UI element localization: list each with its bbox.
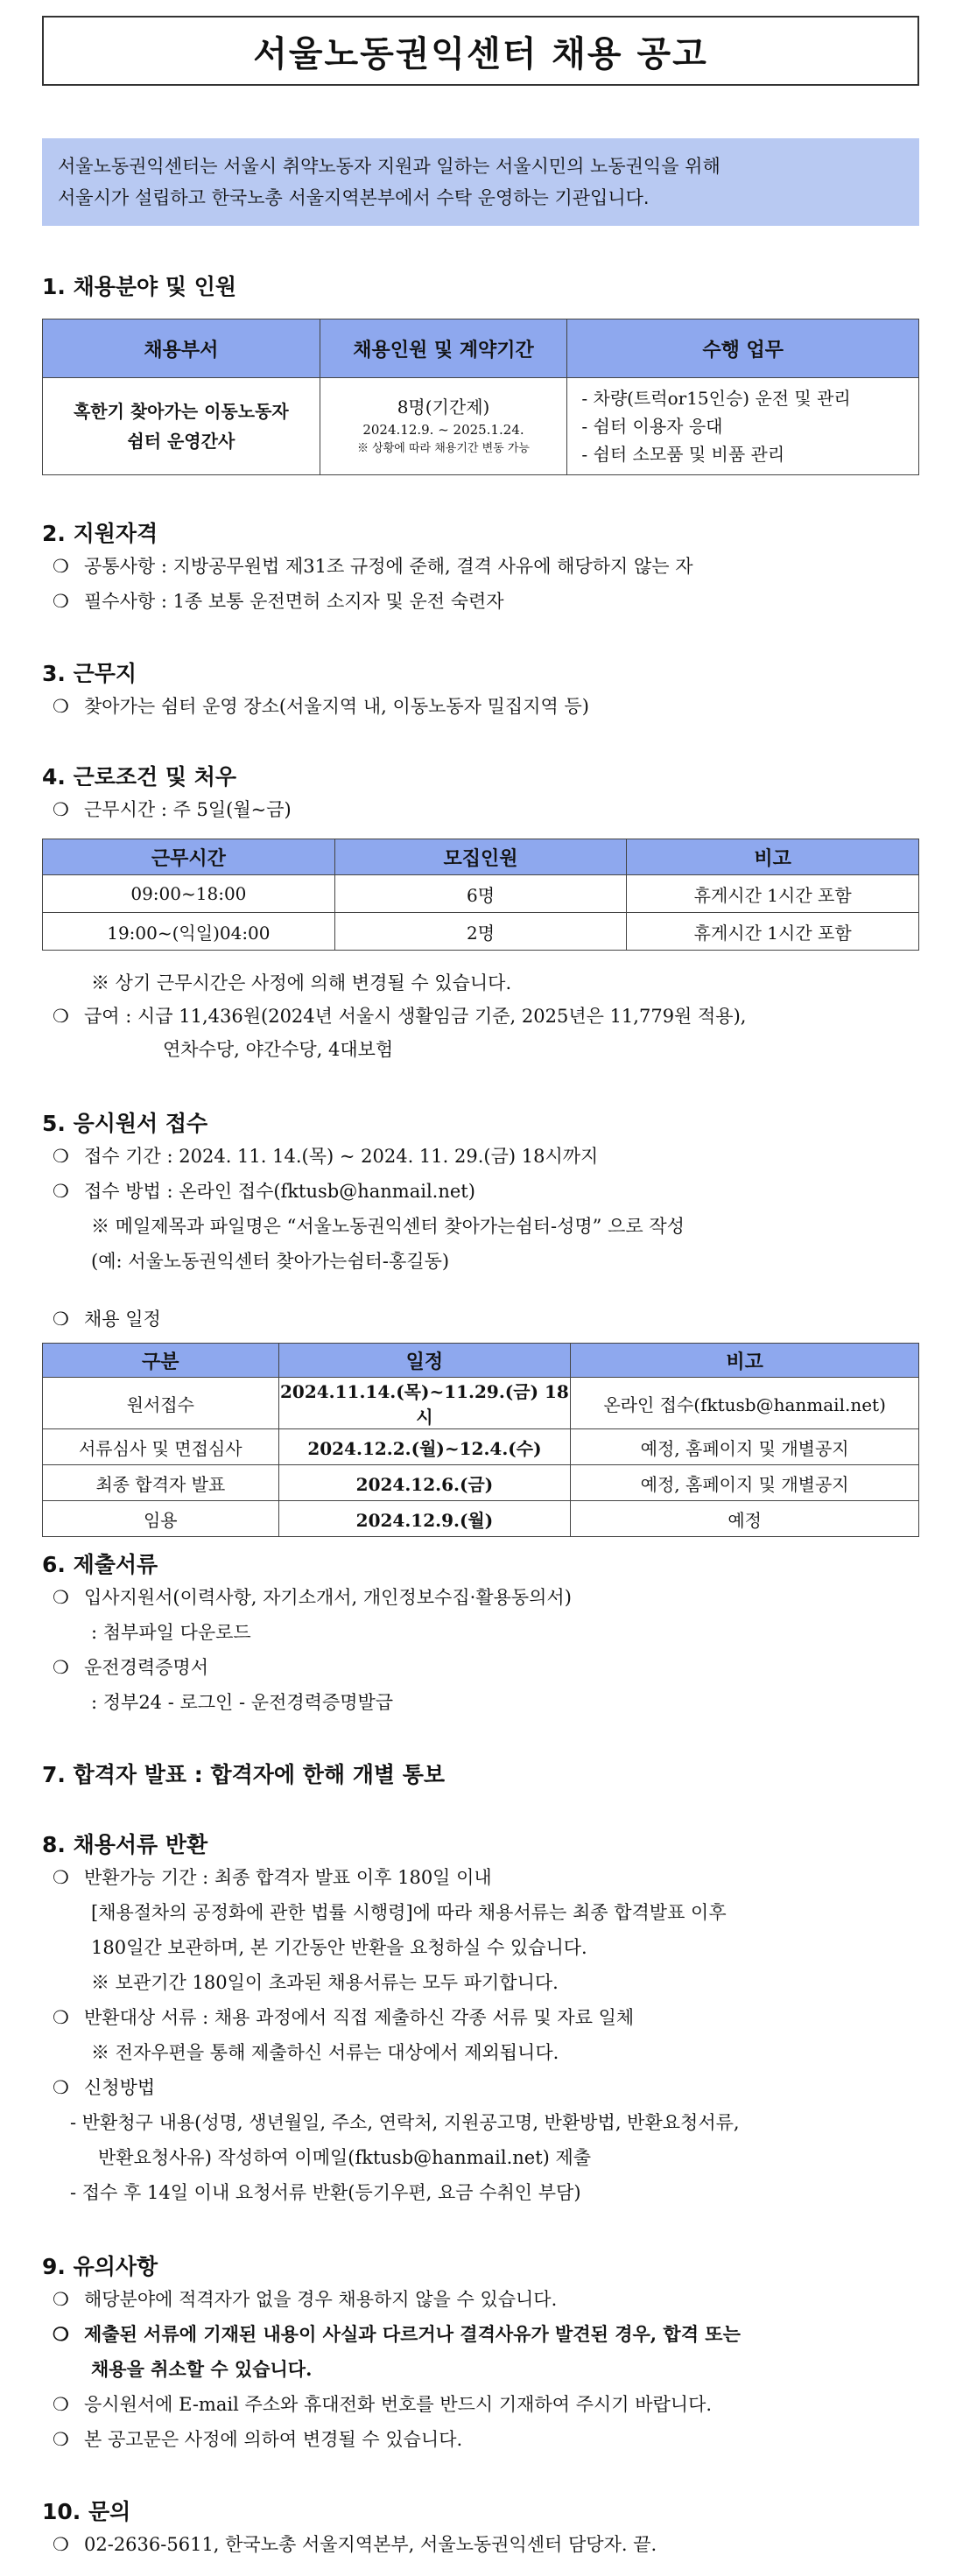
section-heading: 8. 채용서류 반환	[42, 1832, 208, 1857]
table-header-row	[43, 1344, 919, 1378]
return-note: ※ 전자우편을 통해 제출하신 서류는 대상에서 제외됩니다.	[91, 2042, 559, 2063]
section-heading: 5. 응시원서 접수	[42, 1111, 208, 1136]
notice-item: ❍ 본 공고문은 사정에 의하여 변경될 수 있습니다.	[53, 2426, 462, 2453]
table-cell: 2명	[334, 913, 627, 951]
table-row	[43, 378, 919, 475]
duties-cell	[567, 378, 919, 475]
pay-item: ❍ 급여 : 시급 11,436원(2024년 서울시 생활임금 기준, 2025년은 11,779원 적용),	[53, 1003, 746, 1029]
schedule-table	[42, 1343, 919, 1537]
table-header: 모집인원	[334, 839, 627, 875]
table-cell: 2024.11.14.(목)~11.29.(금) 18시	[278, 1378, 571, 1429]
section-heading: 9. 유의사항	[42, 2254, 158, 2279]
table-header: 채용인원 및 계약기간	[320, 319, 567, 378]
table-header-row	[43, 319, 919, 378]
work-hours-item: ❍ 근무시간 : 주 5일(월~금)	[53, 797, 292, 823]
dept-cell	[43, 378, 320, 475]
return-item: ❍ 반환가능 기간 : 최종 합격자 발표 이후 180일 이내	[53, 1864, 492, 1891]
table-cell: 휴게시간 1시간 포함	[627, 875, 919, 913]
intro-box	[42, 138, 919, 226]
table-cell: 최종 합격자 발표	[43, 1465, 279, 1501]
table-cell: 온라인 접수(fktusb@hanmail.net)	[571, 1378, 919, 1429]
table-header: 수행 업무	[567, 319, 919, 378]
application-method: ❍ 접수 방법 : 온라인 접수(fktusb@hanmail.net)	[53, 1178, 475, 1204]
dept-line: 혹한기 찾아가는 이동노동자	[73, 401, 289, 422]
notice-item: ❍ 제출된 서류에 기재된 내용이 사실과 다르거나 결격사유가 발견된 경우, 합격 또는	[53, 2321, 741, 2348]
table-cell: 원서접수	[43, 1378, 279, 1429]
section-heading: 3. 근무지	[42, 661, 137, 686]
work-hours-table	[42, 839, 919, 951]
table-cell: 예정	[571, 1501, 919, 1537]
document-item: ❍ 운전경력증명서	[53, 1654, 208, 1681]
table-cell: 09:00~18:00	[43, 875, 335, 913]
return-text: 180일간 보관하며, 본 기간동안 반환을 요청하실 수 있습니다.	[91, 1937, 587, 1958]
schedule-label: ❍ 채용 일정	[53, 1306, 161, 1332]
return-method: - 반환청구 내용(성명, 생년월일, 주소, 연락처, 지원공고명, 반환방법, 반환요청서류,	[70, 2112, 740, 2133]
table-row	[43, 875, 919, 913]
workplace-item: ❍ 찾아가는 쉼터 운영 장소(서울지역 내, 이동노동자 밀집지역 등)	[53, 693, 589, 719]
table-row	[43, 1429, 919, 1465]
dept-line: 쉼터 운영간사	[127, 431, 235, 452]
document-sub: : 첨부파일 다운로드	[91, 1622, 251, 1643]
return-text: [채용절차의 공정화에 관한 법률 시행령]에 따라 채용서류는 최종 합격발표 이후	[91, 1902, 727, 1923]
recruitment-table	[42, 319, 919, 475]
count-text: 8명(기간제)	[397, 397, 490, 418]
intro-line: 서울시가 설립하고 한국노총 서울지역본부에서 수탁 운영하는 기관입니다.	[58, 187, 650, 208]
period-text: 2024.12.9. ~ 2025.1.24.	[362, 422, 524, 438]
application-period: ❍ 접수 기간 : 2024. 11. 14.(목) ~ 2024. 11. 29.(금) 18시까지	[53, 1143, 598, 1169]
qualification-item: ❍ 공통사항 : 지방공무원법 제31조 규정에 준해, 결격 사유에 해당하지 않는 자	[53, 553, 693, 579]
duty-item: - 쉼터 이용자 응대	[581, 416, 723, 437]
document-item: ❍ 입사지원서(이력사항, 자기소개서, 개인정보수집·활용동의서)	[53, 1584, 572, 1611]
qualification-item: ❍ 필수사항 : 1종 보통 운전면허 소지자 및 운전 숙련자	[53, 588, 504, 614]
pay-item-cont: 연차수당, 야간수당, 4대보험	[163, 1039, 394, 1060]
return-item: ❍ 신청방법	[53, 2074, 155, 2101]
table-cell: 2024.12.9.(월)	[278, 1501, 571, 1537]
notice-item-cont: 채용을 취소할 수 있습니다.	[91, 2358, 313, 2380]
table-cell: 휴게시간 1시간 포함	[627, 913, 919, 951]
count-cell	[320, 378, 567, 475]
table-cell: 임용	[43, 1501, 279, 1537]
table-cell: 예정, 홈페이지 및 개별공지	[571, 1429, 919, 1465]
notice-item: ❍ 응시원서에 E-mail 주소와 휴대전화 번호를 반드시 기재하여 주시기 바랍니다.	[53, 2391, 712, 2418]
table-row	[43, 1501, 919, 1537]
return-method: - 접수 후 14일 이내 요청서류 반환(등기우편, 요금 수취인 부담)	[70, 2182, 581, 2203]
table-cell: 2024.12.6.(금)	[278, 1465, 571, 1501]
document-sub: : 정부24 - 로그인 - 운전경력증명발급	[91, 1692, 394, 1713]
section-heading: 2. 지원자격	[42, 521, 158, 546]
section-heading: 4. 근로조건 및 처우	[42, 764, 237, 790]
section-heading: 1. 채용분야 및 인원	[42, 274, 237, 299]
table-cell: 6명	[334, 875, 627, 913]
table-header: 채용부서	[43, 319, 320, 378]
duty-item: - 쉼터 소모품 및 비품 관리	[581, 444, 785, 465]
work-hours-note: ※ 상기 근무시간은 사정에 의해 변경될 수 있습니다.	[91, 972, 512, 993]
table-header-row	[43, 839, 919, 875]
table-header: 구분	[43, 1344, 279, 1378]
table-cell: 서류심사 및 면접심사	[43, 1429, 279, 1465]
table-header: 비고	[627, 839, 919, 875]
section-heading: 7. 합격자 발표 : 합격자에 한해 개별 통보	[42, 1762, 446, 1787]
table-row	[43, 1465, 919, 1501]
table-cell: 19:00~(익일)04:00	[43, 913, 335, 951]
section-heading: 6. 제출서류	[42, 1552, 158, 1577]
table-header: 비고	[571, 1344, 919, 1378]
return-method-cont: 반환요청사유) 작성하여 이메일(fktusb@hanmail.net) 제출	[98, 2147, 592, 2168]
contact-item: ❍ 02-2636-5611, 한국노총 서울지역본부, 서울노동권익센터 담당자. 끝.	[53, 2531, 657, 2558]
application-note: ※ 메일제목과 파일명은 “서울노동권익센터 찾아가는쉼터-성명” 으로 작성	[91, 1216, 685, 1237]
table-row	[43, 913, 919, 951]
section-heading: 10. 문의	[42, 2499, 131, 2524]
table-row	[43, 1378, 919, 1429]
return-item: ❍ 반환대상 서류 : 채용 과정에서 직접 제출하신 각종 서류 및 자료 일체	[53, 2004, 634, 2031]
period-note: ※ 상황에 따라 채용기간 변동 가능	[357, 442, 530, 455]
table-header: 근무시간	[43, 839, 335, 875]
application-example: (예: 서울노동권익센터 찾아가는쉼터-홍길동)	[91, 1251, 450, 1272]
duty-item: - 차량(트럭or15인승) 운전 및 관리	[581, 388, 851, 409]
page-title: 서울노동권익센터 채용 공고	[42, 16, 919, 86]
table-cell: 2024.12.2.(월)~12.4.(수)	[278, 1429, 571, 1465]
table-header: 일정	[278, 1344, 571, 1378]
intro-line: 서울노동권익센터는 서울시 취약노동자 지원과 일하는 서울시민의 노동권익을 위해	[58, 156, 720, 177]
notice-item: ❍ 해당분야에 적격자가 없을 경우 채용하지 않을 수 있습니다.	[53, 2286, 557, 2313]
table-cell: 예정, 홈페이지 및 개별공지	[571, 1465, 919, 1501]
return-note: ※ 보관기간 180일이 초과된 채용서류는 모두 파기합니다.	[91, 1972, 559, 1993]
